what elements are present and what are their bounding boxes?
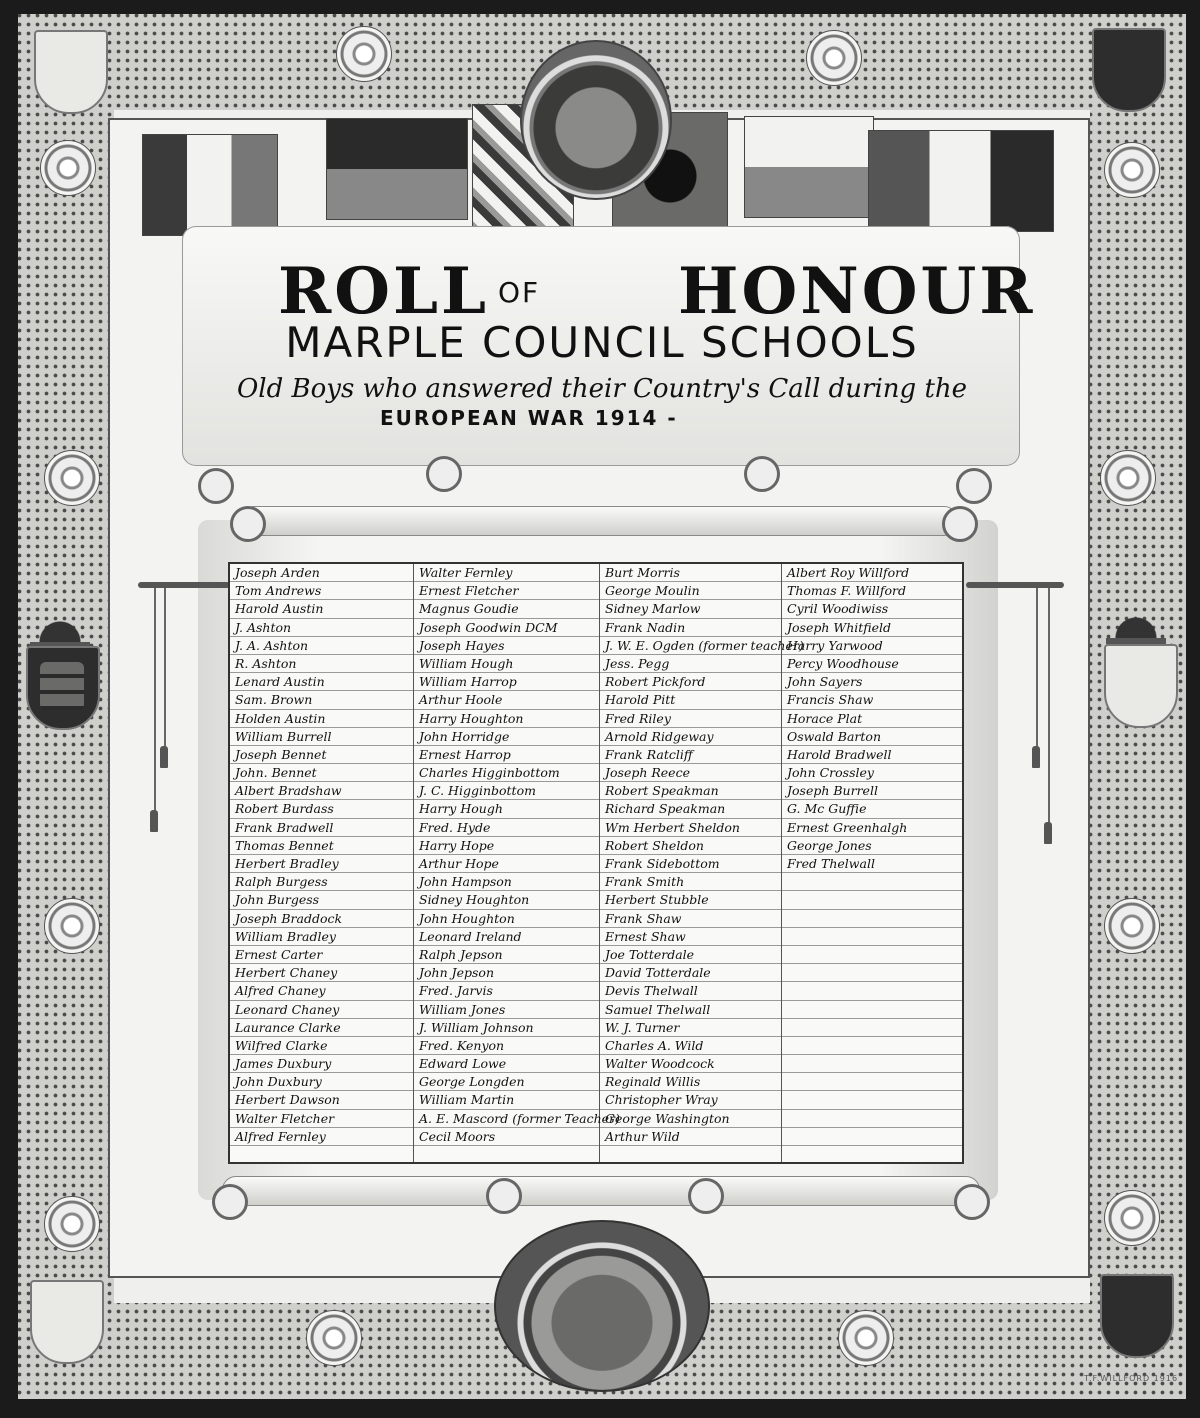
name-entry (782, 873, 962, 891)
names-column-2 (414, 564, 620, 1162)
name-entry: Frank Ratcliff (600, 746, 781, 764)
wheatsheaf-shield-icon (30, 1280, 104, 1364)
scroll-curl-icon (956, 468, 992, 504)
three-lions-shield-icon (26, 646, 100, 730)
name-entry: J. William Johnson (414, 1019, 599, 1037)
name-entry: George Jones (782, 837, 962, 855)
rose-icon (806, 30, 862, 86)
name-entry: Devis Thelwall (600, 982, 781, 1000)
name-entry: Herbert Stubble (600, 891, 781, 909)
name-entry: Ralph Jepson (414, 946, 599, 964)
name-entry: John Burgess (230, 891, 413, 909)
name-entry: Burt Morris (600, 564, 781, 582)
name-entry: Arthur Hoole (414, 691, 599, 709)
name-entry: Richard Speakman (600, 800, 781, 818)
rose-icon (336, 26, 392, 82)
name-entry: Ernest Carter (230, 946, 413, 964)
name-entry: Laurance Clarke (230, 1019, 413, 1037)
name-entry: Leonard Chaney (230, 1001, 413, 1019)
name-entry: William Bradley (230, 928, 413, 946)
dark-flag-left (326, 118, 468, 220)
name-entry: William Hough (414, 655, 599, 673)
harp-shield-icon (1104, 644, 1178, 728)
name-entry: Leonard Ireland (414, 928, 599, 946)
name-entry: David Totterdale (600, 964, 781, 982)
name-entry (782, 1019, 962, 1037)
name-entry: Frank Nadin (600, 619, 781, 637)
name-entry: William Jones (414, 1001, 599, 1019)
title-honour: HONOUR (678, 254, 1036, 329)
tassel-icon (160, 746, 168, 768)
name-entry: Joseph Braddock (230, 910, 413, 928)
name-entry: Joseph Bennet (230, 746, 413, 764)
names-table (228, 562, 964, 1164)
name-entry (782, 1001, 962, 1019)
name-entry: Tom Andrews (230, 582, 413, 600)
name-entry: John Houghton (414, 910, 599, 928)
name-entry: J. Ashton (230, 619, 413, 637)
name-entry: Harold Austin (230, 600, 413, 618)
name-entry: Harry Hough (414, 800, 599, 818)
title-of: OF (498, 276, 541, 309)
name-entry: Joe Totterdale (600, 946, 781, 964)
name-entry: Fred Riley (600, 710, 781, 728)
name-entry: Fred. Jarvis (414, 982, 599, 1000)
name-entry: Sidney Marlow (600, 600, 781, 618)
rose-icon (1104, 142, 1160, 198)
cord (154, 588, 156, 810)
subtitle: Old Boys who answered their Country's Call during the (236, 374, 968, 404)
name-entry: Fred. Kenyon (414, 1037, 599, 1055)
name-entry: Cecil Moors (414, 1128, 599, 1146)
name-entry: Ralph Burgess (230, 873, 413, 891)
scroll-curl-icon (486, 1178, 522, 1214)
cord (164, 588, 166, 748)
rose-icon (40, 140, 96, 196)
name-entry: Cyril Woodiwiss (782, 600, 962, 618)
name-entry: Samuel Thelwall (600, 1001, 781, 1019)
name-entry: Joseph Whitfield (782, 619, 962, 637)
name-entry: Fred Thelwall (782, 855, 962, 873)
name-entry: Ernest Fletcher (414, 582, 599, 600)
name-entry: Albert Bradshaw (230, 782, 413, 800)
name-entry: Frank Shaw (600, 910, 781, 928)
name-entry: Robert Burdass (230, 800, 413, 818)
name-entry: John Horridge (414, 728, 599, 746)
name-entry: G. Mc Guffie (782, 800, 962, 818)
name-entry: Sam. Brown (230, 691, 413, 709)
rose-icon (1104, 1190, 1160, 1246)
name-entry: Thomas Bennet (230, 837, 413, 855)
name-entry: Harold Bradwell (782, 746, 962, 764)
tassel-icon (150, 810, 158, 832)
name-entry: Joseph Reece (600, 764, 781, 782)
name-entry (782, 1091, 962, 1109)
rose-icon (1104, 898, 1160, 954)
name-entry: Edward Lowe (414, 1055, 599, 1073)
names-column-4 (782, 564, 962, 1162)
name-entry: Reginald Willis (600, 1073, 781, 1091)
scroll-curl-icon (954, 1184, 990, 1220)
name-entry: Horace Plat (782, 710, 962, 728)
rose-icon (1100, 450, 1156, 506)
name-entry: Joseph Hayes (414, 637, 599, 655)
scroll-curl-icon (744, 456, 780, 492)
name-entry: Oswald Barton (782, 728, 962, 746)
name-entry: Fred. Hyde (414, 819, 599, 837)
quartered-arms-shield-icon (1100, 1274, 1174, 1358)
artist-signature: T.F.WILLFORD 1916 (1084, 1374, 1179, 1383)
scroll-curl-icon (942, 506, 978, 542)
cord (1036, 588, 1038, 748)
name-entry: Charles Higginbottom (414, 764, 599, 782)
name-entry: William Burrell (230, 728, 413, 746)
rose-icon (44, 1196, 100, 1252)
name-entry: Walter Fernley (414, 564, 599, 582)
name-entry: Francis Shaw (782, 691, 962, 709)
name-entry: Arnold Ridgeway (600, 728, 781, 746)
name-entry: Percy Woodhouse (782, 655, 962, 673)
name-entry: Robert Speakman (600, 782, 781, 800)
name-entry: John Duxbury (230, 1073, 413, 1091)
name-entry: Joseph Burrell (782, 782, 962, 800)
rose-icon (44, 450, 100, 506)
cord (1048, 588, 1050, 824)
hanging-rod-left (138, 582, 230, 588)
king-portrait-medallion (520, 40, 672, 200)
name-entry: John Jepson (414, 964, 599, 982)
name-entry: Harry Yarwood (782, 637, 962, 655)
scroll-curl-icon (426, 456, 462, 492)
scroll-bottom-roll (222, 1176, 980, 1206)
crown-right-icon (1106, 602, 1166, 644)
name-entry: J. C. Higginbottom (414, 782, 599, 800)
name-entry: Herbert Dawson (230, 1091, 413, 1109)
battleship-vignette (494, 1220, 710, 1392)
name-entry: Wm Herbert Sheldon (600, 819, 781, 837)
name-entry: John Sayers (782, 673, 962, 691)
name-entry: John Hampson (414, 873, 599, 891)
rose-icon (306, 1310, 362, 1366)
name-entry (782, 910, 962, 928)
name-entry: Ernest Shaw (600, 928, 781, 946)
name-entry: John. Bennet (230, 764, 413, 782)
name-entry: Herbert Chaney (230, 964, 413, 982)
school-name: MARPLE COUNCIL SCHOOLS (285, 318, 919, 367)
name-entry (782, 1110, 962, 1128)
scroll-curl-icon (688, 1178, 724, 1214)
name-entry (782, 946, 962, 964)
name-entry: Joseph Arden (230, 564, 413, 582)
name-entry (782, 891, 962, 909)
name-entry: William Harrop (414, 673, 599, 691)
name-entry (782, 982, 962, 1000)
name-entry: Harry Houghton (414, 710, 599, 728)
tricolour-flag-left (142, 134, 278, 236)
name-entry: Walter Fletcher (230, 1110, 413, 1128)
name-entry: J. W. E. Ogden (former teacher) (600, 637, 781, 655)
scroll-top-roll (240, 506, 958, 536)
name-entry: Arthur Wild (600, 1128, 781, 1146)
tassel-icon (1032, 746, 1040, 768)
name-entry: Robert Sheldon (600, 837, 781, 855)
name-entry: A. E. Mascord (former Teacher) (414, 1110, 599, 1128)
name-entry (782, 1055, 962, 1073)
name-entry: James Duxbury (230, 1055, 413, 1073)
name-entry: Charles A. Wild (600, 1037, 781, 1055)
light-flag-right (744, 116, 874, 218)
names-column-1 (230, 564, 414, 1162)
name-entry (782, 1073, 962, 1091)
name-entry: Robert Pickford (600, 673, 781, 691)
name-entry: Holden Austin (230, 710, 413, 728)
name-entry: George Longden (414, 1073, 599, 1091)
tassel-icon (1044, 822, 1052, 844)
name-entry: Ernest Greenhalgh (782, 819, 962, 837)
name-entry: Frank Bradwell (230, 819, 413, 837)
name-entry: Albert Roy Willford (782, 564, 962, 582)
scroll-curl-icon (212, 1184, 248, 1220)
name-entry: Christopher Wray (600, 1091, 781, 1109)
scroll-curl-icon (198, 468, 234, 504)
name-entry: Frank Smith (600, 873, 781, 891)
name-entry (782, 964, 962, 982)
name-entry: Harry Hope (414, 837, 599, 855)
name-entry: Joseph Goodwin DCM (414, 619, 599, 637)
name-entry: Arthur Hope (414, 855, 599, 873)
name-entry (782, 928, 962, 946)
name-entry: Walter Woodcock (600, 1055, 781, 1073)
lion-rampant-shield-icon (1092, 28, 1166, 112)
war-dates: EUROPEAN WAR 1914 - (380, 406, 678, 430)
name-entry: William Martin (414, 1091, 599, 1109)
name-entry: W. J. Turner (600, 1019, 781, 1037)
name-entry (782, 1128, 962, 1146)
name-entry: Wilfred Clarke (230, 1037, 413, 1055)
name-entry: John Crossley (782, 764, 962, 782)
name-entry (782, 1037, 962, 1055)
title-roll: ROLL (278, 254, 489, 329)
name-entry: Thomas F. Willford (782, 582, 962, 600)
names-column-3 (600, 564, 804, 1162)
rose-icon (44, 898, 100, 954)
welsh-dragon-shield-icon (34, 30, 108, 114)
crown-left-icon (30, 606, 90, 648)
tricolour-flag-right (868, 130, 1054, 232)
name-entry: R. Ashton (230, 655, 413, 673)
name-entry: Jess. Pegg (600, 655, 781, 673)
rose-icon (838, 1310, 894, 1366)
name-entry: Frank Sidebottom (600, 855, 781, 873)
name-entry: Magnus Goudie (414, 600, 599, 618)
name-entry: Alfred Fernley (230, 1128, 413, 1146)
name-entry: Sidney Houghton (414, 891, 599, 909)
title-heading (0, 254, 1200, 329)
scroll-curl-icon (230, 506, 266, 542)
name-entry: George Washington (600, 1110, 781, 1128)
name-entry: Ernest Harrop (414, 746, 599, 764)
name-entry: Alfred Chaney (230, 982, 413, 1000)
name-entry: George Moulin (600, 582, 781, 600)
name-entry: J. A. Ashton (230, 637, 413, 655)
name-entry: Lenard Austin (230, 673, 413, 691)
name-entry: Harold Pitt (600, 691, 781, 709)
name-entry: Herbert Bradley (230, 855, 413, 873)
